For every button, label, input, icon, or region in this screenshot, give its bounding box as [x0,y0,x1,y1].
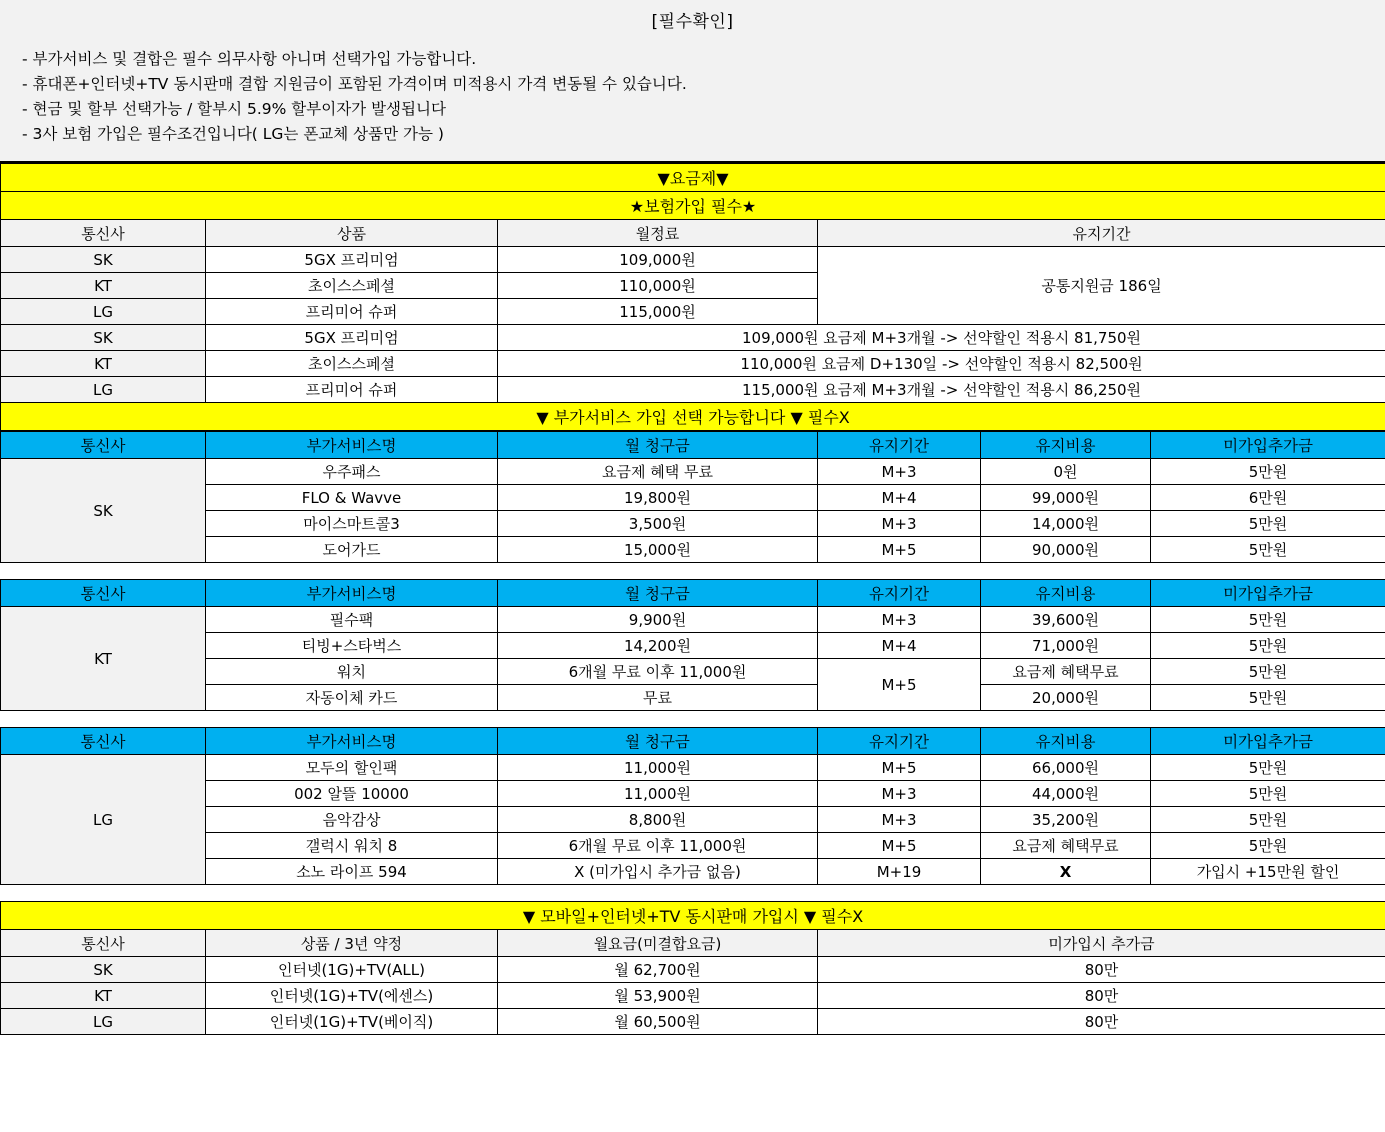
col-header-period: 유지기간 [818,728,981,755]
cell-period: M+3 [818,781,981,807]
cell-carrier: SK [1,957,206,983]
cell-maintain-cost: 20,000원 [981,685,1151,711]
plan-band-insurance: ★보험가입 필수★ [1,192,1385,220]
cell-product: 프리미어 슈퍼 [206,299,498,325]
cell-nonjoin-fee: 5만원 [1151,607,1385,633]
col-header-period: 유지기간 [818,580,981,607]
col-header-nonjoin-fee: 미가입시 추가금 [818,930,1385,957]
cell-carrier: SK [1,325,206,351]
cell-nonjoin-fee: 5만원 [1151,633,1385,659]
cell-addon-name: 도어가드 [206,537,498,563]
cell-addon-name: 워치 [206,659,498,685]
cell-product: 초이스스페셜 [206,273,498,299]
cell-nonjoin-fee: 80만 [818,957,1385,983]
notice-title: [필수확인] [651,12,734,32]
col-header-carrier: 통신사 [1,580,206,607]
notice-list [0,41,1385,161]
cell-carrier: LG [1,377,206,403]
cell-carrier: SK [1,247,206,273]
cell-addon-name: 필수팩 [206,607,498,633]
cell-monthly-bill: 8,800원 [498,807,818,833]
cell-monthly-fee: 월 53,900원 [498,983,818,1009]
cell-addon-name: 음악감상 [206,807,498,833]
col-header-product-contract: 상품 / 3년 약정 [206,930,498,957]
cell-nonjoin-fee: 5만원 [1151,807,1385,833]
cell-maintain-cost: 39,600원 [981,607,1151,633]
cell-product: 프리미어 슈퍼 [206,377,498,403]
cell-maintain-cost: 66,000원 [981,755,1151,781]
cell-nonjoin-fee: 5만원 [1151,833,1385,859]
addon-kt-table [0,579,1385,711]
cell-carrier: LG [1,755,206,885]
cell-period: M+4 [818,633,981,659]
table-row [1,485,1385,511]
table-row [1,859,1385,885]
cell-addon-name: 002 알뜰 10000 [206,781,498,807]
cell-maintain-cost: 14,000원 [981,511,1151,537]
plan-section [0,163,1385,431]
col-header-addon-name: 부가서비스명 [206,728,498,755]
section-spacer [0,563,1385,579]
cell-product: 5GX 프리미엄 [206,325,498,351]
col-header-addon-name: 부가서비스명 [206,580,498,607]
plan-table [0,163,1385,431]
section-spacer [0,885,1385,901]
table-row [1,781,1385,807]
section-spacer [0,711,1385,727]
cell-monthly-bill: 무료 [498,685,818,711]
cell-nonjoin-fee: 가입시 +15만원 할인 [1151,859,1385,885]
col-header-nonjoin-fee: 미가입추가금 [1151,432,1385,459]
cell-maintain-cost: 71,000원 [981,633,1151,659]
cell-monthly-bill: 9,900원 [498,607,818,633]
cell-period: M+5 [818,833,981,859]
cell-discount-detail: 110,000원 요금제 D+130일 -> 선약할인 적용시 82,500원 [498,351,1385,377]
cell-fee: 109,000원 [498,247,818,273]
cell-maintain-cost: 요금제 혜택무료 [981,659,1151,685]
table-row [1,983,1385,1009]
cell-period: M+3 [818,807,981,833]
addon-lg-table [0,727,1385,885]
table-row [1,247,1385,273]
cell-common-support-period: 공통지원금 186일 [818,247,1385,325]
cell-period: M+5 [818,537,981,563]
cell-fee: 110,000원 [498,273,818,299]
cell-product: 인터넷(1G)+TV(에센스) [206,983,498,1009]
plan-band-title: ▼요금제▼ [1,164,1385,192]
cell-carrier: LG [1,1009,206,1035]
cell-period: M+19 [818,859,981,885]
table-header-row [1,220,1385,247]
cell-carrier: KT [1,983,206,1009]
cell-maintain-cost: 35,200원 [981,807,1151,833]
cell-addon-name: 모두의 할인팩 [206,755,498,781]
table-row [1,459,1385,485]
table-row [1,633,1385,659]
col-header-monthly-bill: 월 청구금 [498,728,818,755]
table-header-row [1,728,1385,755]
cell-maintain-cost: X [981,859,1151,885]
cell-period: M+3 [818,459,981,485]
cell-fee: 115,000원 [498,299,818,325]
cell-addon-name: 소노 라이프 594 [206,859,498,885]
table-row [1,537,1385,563]
addon-band-title: ▼ 부가서비스 가입 선택 가능합니다 ▼ 필수X [1,403,1385,431]
cell-monthly-bill: 11,000원 [498,755,818,781]
col-header-period: 유지기간 [818,432,981,459]
combo-table [0,901,1385,1035]
cell-addon-name: FLO & Wavve [206,485,498,511]
col-header-monthly-bill: 월 청구금 [498,580,818,607]
col-header-product: 상품 [206,220,498,247]
col-header-carrier: 통신사 [1,432,206,459]
table-row [1,1009,1385,1035]
cell-addon-name: 갤럭시 워치 8 [206,833,498,859]
cell-carrier: KT [1,607,206,711]
cell-monthly-bill: 6개월 무료 이후 11,000원 [498,833,818,859]
cell-nonjoin-fee: 6만원 [1151,485,1385,511]
notice-line: - 3사 보험 가입은 필수조건입니다( LG는 폰교체 상품만 가능 ) [22,125,444,144]
cell-monthly-bill: 19,800원 [498,485,818,511]
table-header-row [1,930,1385,957]
cell-monthly-bill: 3,500원 [498,511,818,537]
cell-maintain-cost: 99,000원 [981,485,1151,511]
col-header-period: 유지기간 [818,220,1385,247]
cell-product: 인터넷(1G)+TV(베이직) [206,1009,498,1035]
cell-period: M+5 [818,755,981,781]
cell-carrier: LG [1,299,206,325]
cell-monthly-bill: 11,000원 [498,781,818,807]
cell-monthly-bill: 6개월 무료 이후 11,000원 [498,659,818,685]
cell-maintain-cost: 0원 [981,459,1151,485]
addon-lg-section [0,727,1385,885]
cell-monthly-bill: 15,000원 [498,537,818,563]
cell-product: 초이스스페셜 [206,351,498,377]
cell-nonjoin-fee: 5만원 [1151,755,1385,781]
cell-monthly-fee: 월 60,500원 [498,1009,818,1035]
cell-product: 5GX 프리미엄 [206,247,498,273]
notice-block [0,0,1385,163]
col-header-maintain-cost: 유지비용 [981,432,1151,459]
cell-addon-name: 자동이체 카드 [206,685,498,711]
addon-kt-section [0,579,1385,711]
col-header-nonjoin-fee: 미가입추가금 [1151,728,1385,755]
col-header-carrier: 통신사 [1,220,206,247]
cell-nonjoin-fee: 5만원 [1151,459,1385,485]
cell-period: M+3 [818,607,981,633]
table-header-row [1,580,1385,607]
cell-maintain-cost: 요금제 혜택무료 [981,833,1151,859]
col-header-nonjoin-fee: 미가입추가금 [1151,580,1385,607]
cell-period: M+4 [818,485,981,511]
notice-line: - 현금 및 할부 선택가능 / 할부시 5.9% 할부이자가 발생됩니다 [22,100,446,119]
addon-sk-section [0,431,1385,563]
cell-monthly-bill: 14,200원 [498,633,818,659]
cell-nonjoin-fee: 5만원 [1151,511,1385,537]
cell-maintain-cost: 44,000원 [981,781,1151,807]
cell-addon-name: 티빙+스타벅스 [206,633,498,659]
cell-carrier: SK [1,459,206,563]
cell-period: M+3 [818,511,981,537]
cell-discount-detail: 109,000원 요금제 M+3개월 -> 선약할인 적용시 81,750원 [498,325,1385,351]
combo-section [0,901,1385,1035]
table-row [1,755,1385,781]
col-header-monthly-bill: 월 청구금 [498,432,818,459]
col-header-maintain-cost: 유지비용 [981,728,1151,755]
cell-monthly-fee: 월 62,700원 [498,957,818,983]
cell-monthly-bill: 요금제 혜택 무료 [498,459,818,485]
cell-product: 인터넷(1G)+TV(ALL) [206,957,498,983]
col-header-carrier: 통신사 [1,930,206,957]
table-row [1,659,1385,685]
col-header-maintain-cost: 유지비용 [981,580,1151,607]
table-row [1,377,1385,403]
cell-monthly-bill: X (미가입시 추가금 없음) [498,859,818,885]
cell-nonjoin-fee: 5만원 [1151,659,1385,685]
table-row [1,957,1385,983]
cell-nonjoin-fee: 5만원 [1151,781,1385,807]
col-header-monthly-fee: 월요금(미결합요금) [498,930,818,957]
cell-carrier: KT [1,273,206,299]
cell-nonjoin-fee: 5만원 [1151,685,1385,711]
table-row [1,685,1385,711]
cell-nonjoin-fee: 5만원 [1151,537,1385,563]
cell-maintain-cost: 90,000원 [981,537,1151,563]
addon-sk-table [0,431,1385,563]
cell-nonjoin-fee: 80만 [818,983,1385,1009]
cell-discount-detail: 115,000원 요금제 M+3개월 -> 선약할인 적용시 86,250원 [498,377,1385,403]
table-row [1,351,1385,377]
table-header-row [1,432,1385,459]
table-row [1,511,1385,537]
cell-period-merged: M+5 [818,659,981,711]
notice-line: - 부가서비스 및 결합은 필수 의무사항 아니며 선택가입 가능합니다. [22,50,477,68]
notice-line: - 휴대폰+인터넷+TV 동시판매 결합 지원금이 포함된 가격이며 미적용시 가격 변동될 수 있습니다. [22,75,687,94]
cell-carrier: KT [1,351,206,377]
cell-addon-name: 우주패스 [206,459,498,485]
table-row [1,833,1385,859]
cell-addon-name: 마이스마트콜3 [206,511,498,537]
table-row [1,607,1385,633]
col-header-addon-name: 부가서비스명 [206,432,498,459]
col-header-carrier: 통신사 [1,728,206,755]
col-header-fee: 월정료 [498,220,818,247]
combo-band-title: ▼ 모바일+인터넷+TV 동시판매 가입시 ▼ 필수X [1,902,1385,930]
table-row [1,325,1385,351]
table-row [1,807,1385,833]
cell-nonjoin-fee: 80만 [818,1009,1385,1035]
